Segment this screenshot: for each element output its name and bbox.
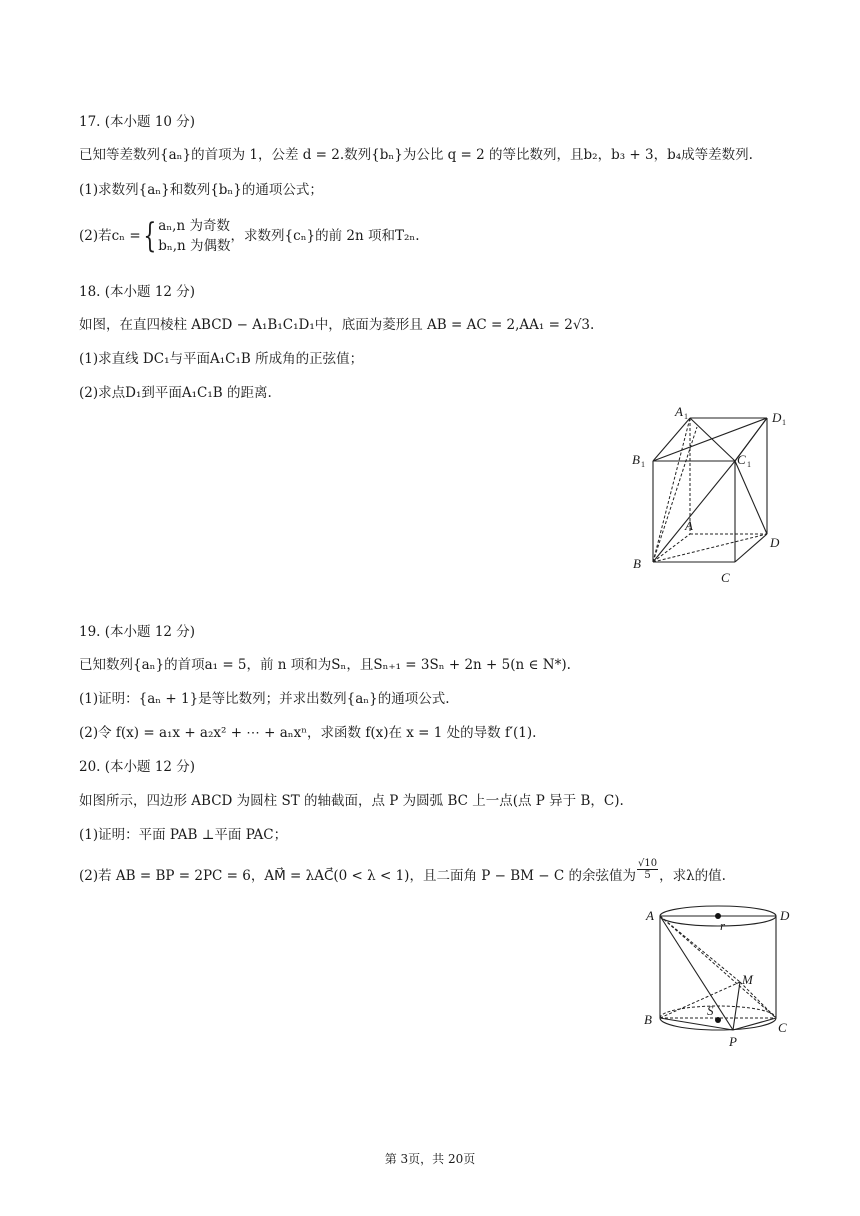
label-B: B	[633, 556, 641, 571]
label-r: r	[720, 918, 726, 933]
q19-part1: (1)证明：{aₙ + 1}是等比数列；并求出数列{aₙ}的通项公式.	[79, 691, 450, 707]
case-even: bₙ,n 为偶数	[158, 238, 231, 254]
q20-part2-prefix: (2)若 AB = BP = 2PC = 6，AM⃗ = λAC⃗(0 < λ < 1)，且二面角 P − BM − C 的余弦值为	[79, 867, 636, 884]
prism-figure	[625, 402, 800, 592]
q18-header: 18. (本小题 12 分)	[79, 284, 196, 300]
q18-part2: (2)求点D₁到平面A₁C₁B 的距离.	[79, 385, 272, 401]
label-C: C	[721, 570, 730, 585]
q20-part2	[79, 858, 726, 887]
q20-stem: 如图所示，四边形 ABCD 为圆柱 ST 的轴截面，点 P 为圆弧 BC 上一点(点 P 异于 B，C).	[79, 793, 624, 809]
label-B1: B	[632, 452, 640, 467]
q18-stem: 如图，在直四棱柱 ABCD − A₁B₁C₁D₁中，底面为菱形且 AB = AC = 2,AA₁ = 2√3.	[79, 317, 595, 333]
cylinder-figure	[640, 900, 800, 1060]
q17-part2	[79, 216, 420, 256]
label-A1-sub: 1	[684, 412, 688, 421]
label-B: B	[644, 1012, 652, 1027]
q18-part1: (1)求直线 DC₁与平面A₁C₁B 所成角的正弦值；	[79, 351, 364, 367]
q17-part2-prefix: (2)若cₙ =	[79, 228, 141, 244]
fraction-denominator: 5	[644, 870, 651, 881]
q17-part1: (1)求数列{aₙ}和数列{bₙ}的通项公式；	[79, 182, 323, 198]
q20-part1: (1)证明：平面 PAB ⊥平面 PAC；	[79, 827, 288, 843]
cosine-fraction	[637, 858, 658, 881]
q17-stem: 已知等差数列{aₙ}的首项为 1，公差 d = 2.数列{bₙ}为公比 q = 2 的等比数列，且b₂，b₃ + 3，b₄成等差数列.	[79, 147, 753, 163]
case-odd: aₙ,n 为奇数	[158, 218, 230, 234]
label-D: D	[780, 908, 790, 923]
q20-part2-suffix: ，求λ的值.	[659, 867, 726, 884]
q19-part2: (2)令 f(x) = a₁x + a₂x² + ⋯ + aₙxⁿ，求函数 f(x)在 x = 1 处的导数 f′(1).	[79, 725, 537, 741]
piecewise-cases	[158, 216, 230, 256]
label-C1: C	[737, 452, 746, 467]
q19-stem: 已知数列{aₙ}的首项a₁ = 5，前 n 项和为Sₙ，且Sₙ₊₁ = 3Sₙ + 2n + 5(n ∈ N*).	[79, 657, 571, 673]
page-footer: 第 3页，共 20页	[384, 1152, 476, 1166]
label-D1: D	[772, 410, 782, 425]
label-A: A	[685, 518, 693, 533]
label-C: C	[778, 1020, 787, 1035]
label-B1-sub: 1	[641, 460, 645, 469]
q17-header: 17. (本小题 10 分)	[79, 114, 196, 130]
label-D: D	[770, 535, 780, 550]
label-C1-sub: 1	[747, 460, 751, 469]
fraction-numerator: √10	[637, 858, 658, 869]
label-A1: A	[675, 404, 683, 419]
label-M: M	[742, 972, 753, 987]
q19-header: 19. (本小题 12 分)	[79, 624, 196, 640]
label-A: A	[646, 908, 654, 923]
label-D1-sub: 1	[782, 418, 786, 427]
label-P: P	[729, 1034, 737, 1049]
label-S: S	[707, 1003, 714, 1018]
q17-part2-suffix: ，求数列{cₙ}的前 2n 项和T₂ₙ.	[230, 228, 420, 244]
left-brace-icon: {	[142, 216, 156, 256]
q20-header: 20. (本小题 12 分)	[79, 759, 196, 775]
